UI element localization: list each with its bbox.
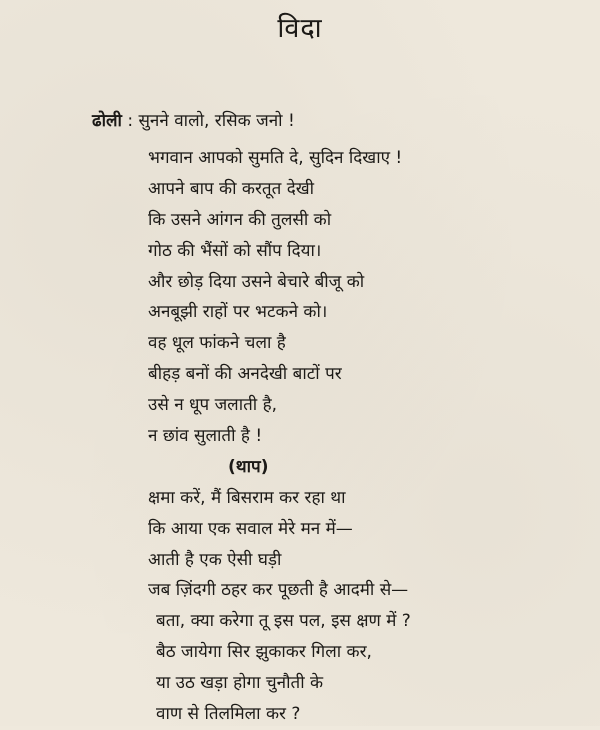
verse-line: वह धूल फांकने चला है: [148, 333, 286, 354]
verse-line: अनबूझी राहों पर भटकने को।: [148, 302, 328, 323]
verse-line: न छांव सुलाती है !: [148, 426, 263, 447]
verse-lines: [148, 143, 411, 730]
verse-line: और छोड़ दिया उसने बेचारे बीजू को: [148, 271, 365, 292]
speaker-name: ढोली: [92, 111, 122, 131]
verse-line: या उठ खड़ा होगा चुनौती के: [156, 673, 324, 694]
stage-direction: (थाप): [228, 456, 269, 477]
verse-line: वाण से तिलमिला कर ?: [156, 704, 301, 725]
speaker-line: [92, 108, 295, 131]
verse-line: गोठ की भैंसों को सौंप दिया।: [148, 240, 322, 261]
verse-line: बता, क्या करेगा तू इस पल, इस क्षण में ?: [156, 611, 411, 632]
verse-line: बैठ जायेगा सिर झुकाकर गिला कर,: [156, 642, 372, 663]
verse-line: उसे न धूप जलाती है,: [148, 395, 278, 416]
verse-line: बीहड़ बनों की अनदेखी बाटों पर: [148, 364, 342, 385]
verse-line: भगवान आपको सुमति दे, सुदिन दिखाए !: [148, 148, 403, 168]
verse-line: जब ज़िंदगी ठहर कर पूछती है आदमी से—: [148, 580, 409, 601]
verse-line: क्षमा करें, मैं बिसराम कर रहा था: [148, 487, 346, 508]
page-title: विदा: [277, 13, 323, 44]
verse-line: कि आया एक सवाल मेरे मन में—: [148, 518, 353, 539]
verse-line: कि उसने आंगन की तुलसी को: [148, 209, 332, 230]
opening-line: : सुनने वालो, रसिक जनो !: [127, 111, 295, 131]
verse-line: आती है एक ऐसी घड़ी: [148, 549, 282, 570]
verse-line: आपने बाप की करतूत देखी: [148, 178, 315, 199]
